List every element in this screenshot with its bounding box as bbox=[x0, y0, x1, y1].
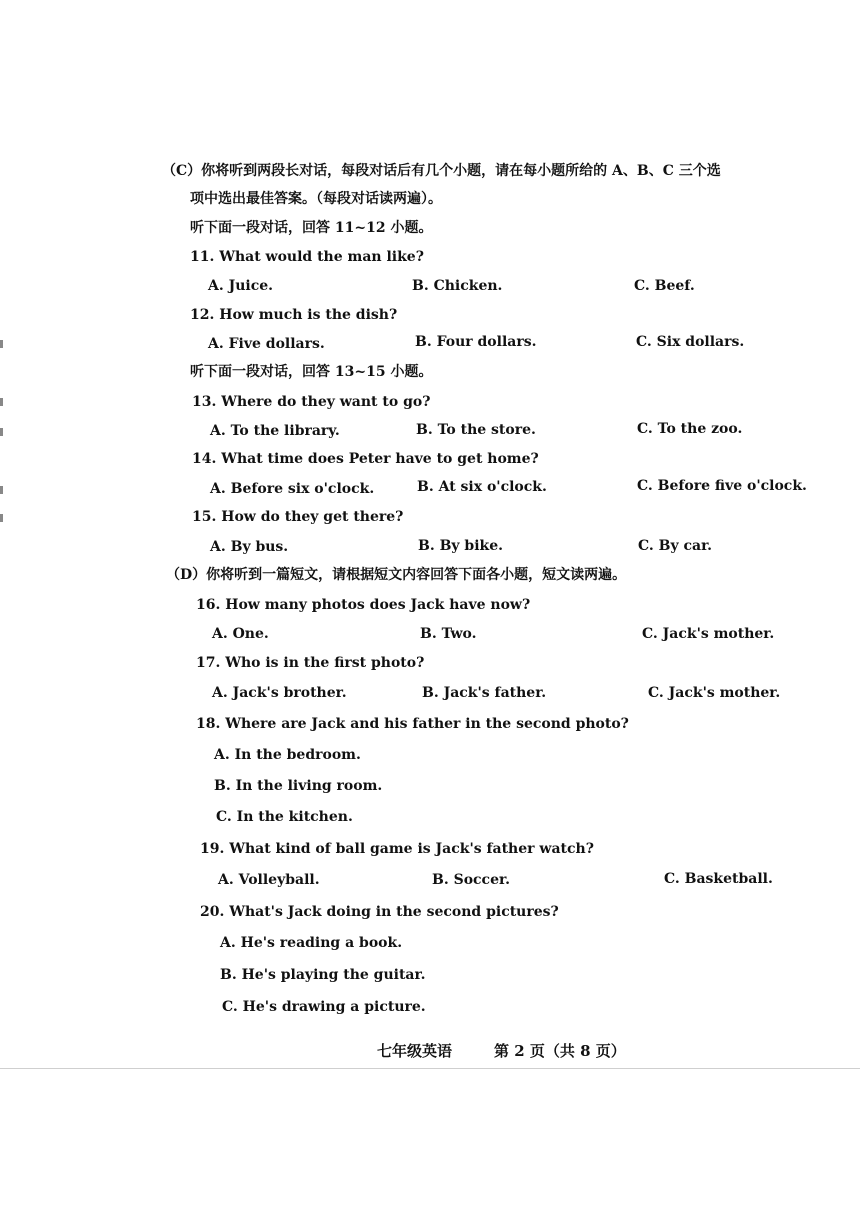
q13-option-c: C. To the zoo. bbox=[637, 421, 743, 437]
question-14: 14. What time does Peter have to get home? bbox=[192, 451, 539, 467]
q11-option-b: B. Chicken. bbox=[412, 278, 503, 294]
left-edge-mark bbox=[0, 340, 3, 348]
left-edge-mark bbox=[0, 486, 3, 494]
q14-option-b: B. At six o'clock. bbox=[417, 479, 547, 495]
q15-option-b: B. By bike. bbox=[418, 538, 504, 554]
question-17: 17. Who is in the first photo? bbox=[196, 655, 425, 671]
q13-option-b: B. To the store. bbox=[416, 422, 536, 438]
q17-option-b: B. Jack's father. bbox=[422, 685, 547, 701]
q20-option-a: A. He's reading a book. bbox=[220, 935, 403, 951]
question-18: 18. Where are Jack and his father in the second photo? bbox=[196, 716, 629, 732]
q11-option-a: A. Juice. bbox=[208, 278, 274, 294]
q18-option-c: C. In the kitchen. bbox=[216, 809, 353, 825]
section-c-instruction-line-2: 项中选出最佳答案。（每段对话读两遍）。 bbox=[190, 191, 442, 207]
q17-option-c: C. Jack's mother. bbox=[648, 685, 781, 701]
q19-option-a: A. Volleyball. bbox=[218, 872, 320, 888]
q14-option-c: C. Before five o'clock. bbox=[637, 478, 807, 494]
section-c-instruction-line-1: （C）你将听到两段长对话，每段对话后有几个小题，请在每小题所给的 A、B、C 三个选 bbox=[162, 163, 721, 179]
q12-option-c: C. Six dollars. bbox=[636, 334, 745, 350]
footer-page-number: 第 2 页（共 8 页） bbox=[494, 1042, 626, 1060]
q19-option-c: C. Basketball. bbox=[664, 871, 773, 887]
q16-option-c: C. Jack's mother. bbox=[642, 626, 775, 642]
q15-option-c: C. By car. bbox=[638, 538, 713, 554]
left-edge-mark bbox=[0, 514, 3, 522]
q11-option-c: C. Beef. bbox=[634, 278, 695, 294]
question-15: 15. How do they get there? bbox=[192, 509, 404, 525]
q15-option-a: A. By bus. bbox=[210, 539, 289, 555]
q13-option-a: A. To the library. bbox=[210, 423, 340, 439]
question-16: 16. How many photos does Jack have now? bbox=[196, 597, 531, 613]
question-19: 19. What kind of ball game is Jack's father watch? bbox=[200, 841, 594, 857]
q14-option-a: A. Before six o'clock. bbox=[210, 481, 375, 497]
section-c-subinstruction-1: 听下面一段对话，回答 11~12 小题。 bbox=[190, 220, 433, 236]
question-11: 11. What would the man like? bbox=[190, 249, 424, 265]
q16-option-b: B. Two. bbox=[420, 626, 477, 642]
left-edge-mark bbox=[0, 428, 3, 436]
q12-option-b: B. Four dollars. bbox=[415, 334, 537, 350]
question-20: 20. What's Jack doing in the second pictures? bbox=[200, 904, 559, 920]
q16-option-a: A. One. bbox=[212, 626, 269, 642]
left-edge-mark bbox=[0, 398, 3, 406]
question-12: 12. How much is the dish? bbox=[190, 307, 398, 323]
q18-option-b: B. In the living room. bbox=[214, 778, 383, 794]
question-13: 13. Where do they want to go? bbox=[192, 394, 431, 410]
q12-option-a: A. Five dollars. bbox=[208, 336, 325, 352]
footer-subject: 七年级英语 bbox=[377, 1042, 453, 1060]
q17-option-a: A. Jack's brother. bbox=[212, 685, 347, 701]
q18-option-a: A. In the bedroom. bbox=[214, 747, 361, 763]
q20-option-b: B. He's playing the guitar. bbox=[220, 967, 426, 983]
q19-option-b: B. Soccer. bbox=[432, 872, 510, 888]
q20-option-c: C. He's drawing a picture. bbox=[222, 999, 426, 1015]
section-c-subinstruction-2: 听下面一段对话，回答 13~15 小题。 bbox=[190, 364, 433, 380]
scan-edge-divider bbox=[0, 1068, 860, 1069]
section-d-instruction: （D）你将听到一篇短文，请根据短文内容回答下面各小题，短文读两遍。 bbox=[166, 567, 627, 583]
